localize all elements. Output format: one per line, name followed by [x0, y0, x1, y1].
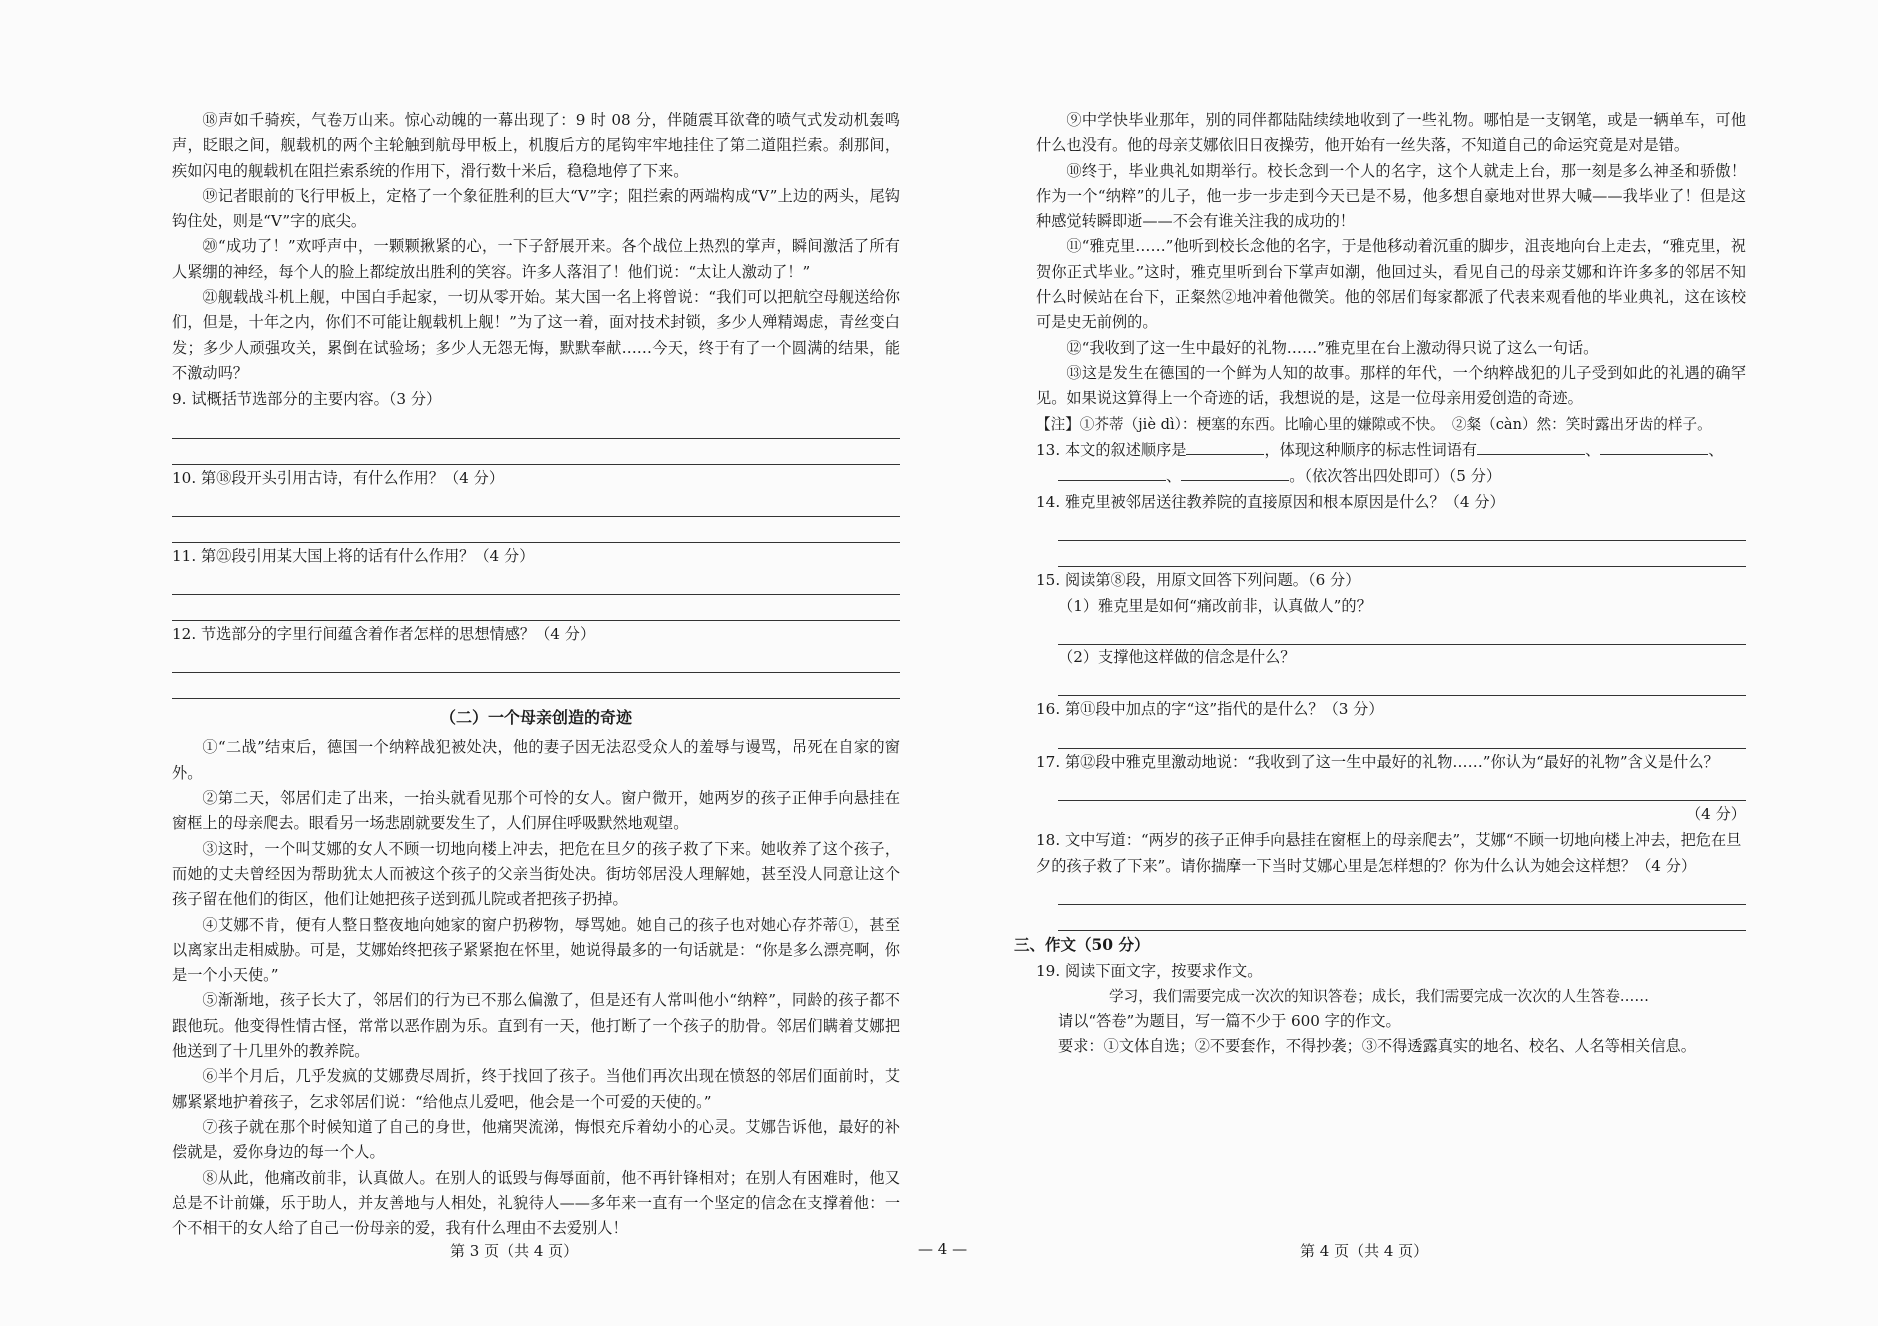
- question-13-text: ，体现这种顺序的标志性词语有: [1264, 440, 1478, 459]
- separator: 、: [1166, 466, 1182, 485]
- answer-line[interactable]: [172, 491, 900, 517]
- section-title: （二）一个母亲创造的奇迹: [439, 708, 632, 728]
- blank[interactable]: [1058, 465, 1166, 481]
- answer-line[interactable]: [172, 595, 900, 621]
- answer-line[interactable]: [1058, 515, 1746, 541]
- essay-requirements: 要求：①文体自选；②不要套作，不得抄袭；③不得透露真实的地名、校名、人名等相关信息。: [1058, 1037, 1696, 1056]
- page-footer-left: 第 3 页（共 4 页）: [450, 1242, 579, 1260]
- blank[interactable]: [1600, 439, 1708, 455]
- separator: 、: [1585, 440, 1601, 459]
- story-paragraph: ③这时，一个叫艾娜的女人不顾一切地向楼上冲去，把危在旦夕的孩子救了下来。她收养了这个孩子，而她的丈夫曾经因为帮助犹太人而被这个孩子的父亲当街处决。街坊邻居没人理解她，甚至没人同意让这个孩子留在他们的街区，他们让她把孩子送到孤儿院或者把孩子扔掉。: [172, 839, 900, 909]
- question-18: 18. 文中写道：“两岁的孩子正伸手向悬挂在窗框上的母亲爬去”，艾娜“不顾一切地向楼上冲去，把危在旦夕的孩子救了下来”。请你揣摩一下当时艾娜心里是怎样想的？你为什么认为她会这样想？（4 分）: [1036, 831, 1742, 875]
- question-17: 17. 第⑫段中雅克里激动地说：“我收到了这一生中最好的礼物……”你认为“最好的礼物”含义是什么？: [1036, 752, 1719, 771]
- story-paragraph: ⑥半个月后，几乎发疯的艾娜费尽周折，终于找回了孩子。当他们再次出现在愤怒的邻居们面前时，艾娜紧紧地护着孩子，乞求邻居们说：“给他点儿爱吧，他会是一个可爱的天使的。”: [172, 1067, 900, 1111]
- answer-line[interactable]: [172, 647, 900, 673]
- question-15-1: （1）雅克里是如何“痛改前非，认真做人”的？: [1058, 596, 1372, 615]
- story-paragraph: ①“二战”结束后，德国一个纳粹战犯被处决，他的妻子因无法忍受众人的羞辱与谩骂，吊死在自家的窗外。: [172, 738, 900, 782]
- answer-line[interactable]: [172, 673, 900, 699]
- question-15-2: （2）支撑他这样做的信念是什么？: [1058, 648, 1296, 667]
- blank[interactable]: [1477, 439, 1585, 455]
- question-13-cont: [1036, 464, 1746, 489]
- page-number-center: — 4 —: [918, 1240, 968, 1258]
- answer-line[interactable]: [172, 413, 900, 439]
- story-paragraph: ②第二天，邻居们走了出来，一抬头就看见那个可怜的女人。窗户微开，她两岁的孩子正伸手向悬挂在窗框上的母亲爬去。眼看另一场悲剧就要发生了，人们屏住呼吸默然地观望。: [172, 789, 900, 833]
- story-paragraph: ④艾娜不肯，便有人整日整夜地向她家的窗户扔秽物，辱骂她。她自己的孩子也对她心存芥蒂①，甚至以离家出走相威胁。可是，艾娜始终把孩子紧紧抱在怀里，她说得最多的一句话就是：“你是多么漂亮啊，你是一个小天使。”: [172, 915, 900, 985]
- question-10: 10. 第⑱段开头引用古诗，有什么作用？（4 分）: [172, 468, 505, 487]
- question-9: 9. 试概括节选部分的主要内容。（3 分）: [172, 390, 442, 409]
- question-15: 15. 阅读第⑧段，用原文回答下列问题。（6 分）: [1036, 571, 1361, 590]
- answer-line[interactable]: [1058, 619, 1746, 645]
- page-footer-right: 第 4 页（共 4 页）: [1300, 1242, 1429, 1260]
- passage-paragraph: ⑲记者眼前的飞行甲板上，定格了一个象征胜利的巨大“V”字；阻拦索的两端构成“V”上边的两头，尾钩钩住处，则是“V”字的底尖。: [172, 186, 900, 231]
- passage-paragraph: ⑳“成功了！”欢呼声中，一颗颗揪紧的心，一下子舒展开来。各个战位上热烈的掌声，瞬间激活了所有人紧绷的神经，每个人的脸上都绽放出胜利的笑容。许多人落泪了！他们说：“太让人激动了！”: [172, 237, 900, 281]
- answer-line[interactable]: [1058, 775, 1746, 801]
- story-paragraph: ⑧从此，他痛改前非，认真做人。在别人的诋毁与侮辱面前，他不再针锋相对；在别人有困难时，他又总是不计前嫌，乐于助人，并友善地与人相处，礼貌待人——多年来一直有一个坚定的信念在支撑着他：一个不相干的女人给了自己一份母亲的爱，我有什么理由不去爱别人！: [172, 1168, 900, 1238]
- answer-line[interactable]: [172, 517, 900, 543]
- essay-quote: 学习，我们需要完成一次次的知识答卷；成长，我们需要完成一次次的人生答卷……: [1109, 988, 1649, 1006]
- story-paragraph: ⑨中学快毕业那年，别的同伴都陆陆续续地收到了一些礼物。哪怕是一支钢笔，或是一辆单车，可他什么也没有。他的母亲艾娜依旧日夜操劳，他开始有一丝失落，不知道自己的命运究竟是对是错。: [1036, 111, 1746, 155]
- story-paragraph: ⑫“我收到了这一生中最好的礼物……”雅克里在台上激动得只说了这么一句话。: [1066, 338, 1599, 357]
- footnote: 【注】①芥蒂（jiè dì）：梗塞的东西。比喻心里的嫌隙或不快。 ②粲（càn）然：笑时露出牙齿的样子。: [1036, 415, 1712, 433]
- question-11: 11. 第㉑段引用某大国上将的话有什么作用？（4 分）: [172, 546, 535, 565]
- answer-line[interactable]: [1058, 670, 1746, 696]
- right-page: [1014, 108, 1746, 1060]
- passage-paragraph: ㉑舰载战斗机上舰，中国白手起家，一切从零开始。某大国一名上将曾说：“我们可以把航空母舰送给你们，但是，十年之内，你们不可能让舰载机上舰！”为了这一着，面对技术封锁，多少人殚精竭虑，青丝变白发；多少人顽强攻关，累倒在试验场；多少人无怨无悔，默默奉献……今天，终于有了一个圆满的结果，能不激动吗？: [172, 288, 900, 382]
- question-12: 12. 节选部分的字里行间蕴含着作者怎样的思想情感？（4 分）: [172, 625, 596, 644]
- left-page: [172, 108, 900, 1241]
- answer-line[interactable]: [1058, 879, 1746, 905]
- story-paragraph: ⑦孩子就在那个时候知道了自己的身世，他痛哭流涕，悔恨充斥着幼小的心灵。艾娜告诉他，最好的补偿就是，爱你身边的每一个人。: [172, 1117, 900, 1162]
- essay-prompt: 请以“答卷”为题目，写一篇不少于 600 字的作文。: [1058, 1012, 1401, 1031]
- story-paragraph: ⑪“雅克里……”他听到校长念他的名字，于是他移动着沉重的脚步，沮丧地向台上走去，“雅克里，祝贺你正式毕业。”这时，雅克里听到台下掌声如潮，他回过头，看见自己的母亲艾娜和许许多多的邻居不知什么时候站在台下，正粲然②地冲着他微笑。他的邻居们每家都派了代表来观看他的毕业典礼，这在该校可是史无前例的。: [1036, 237, 1746, 332]
- question-17-score: （4 分）: [1685, 804, 1746, 823]
- separator: 、: [1708, 440, 1724, 459]
- blank[interactable]: [1181, 465, 1289, 481]
- story-paragraph: ⑤渐渐地，孩子长大了，邻居们的行为已不那么偏激了，但是还有人常叫他小“纳粹”，同龄的孩子都不跟他玩。他变得性情古怪，常常以恶作剧为乐。直到有一天，他打断了一个孩子的肋骨。邻居们瞒着艾娜把他送到了十几里外的教养院。: [172, 991, 900, 1061]
- question-13-text: 13. 本文的叙述顺序是: [1036, 440, 1187, 459]
- answer-line[interactable]: [1058, 905, 1746, 931]
- story-paragraph: ⑩终于，毕业典礼如期举行。校长念到一个人的名字，这个人就走上台，那一刻是多么神圣和骄傲！作为一个“纳粹”的儿子，他一步一步走到今天已是不易，他多想自豪地对世界大喊——我毕业了！但是这种感觉转瞬即逝——不会有谁关注我的成功的！: [1036, 161, 1746, 231]
- question-13: [1036, 438, 1746, 463]
- answer-line[interactable]: [172, 569, 900, 595]
- question-14: 14. 雅克里被邻居送往教养院的直接原因和根本原因是什么？（4 分）: [1036, 493, 1505, 512]
- answer-line[interactable]: [172, 439, 900, 465]
- question-13-text: 。（依次答出四处即可）（5 分）: [1289, 466, 1502, 485]
- section-heading: 三、作文（50 分）: [1014, 934, 1150, 954]
- passage-paragraph: ⑱声如千骑疾，气卷万山来。惊心动魄的一幕出现了：9 时 08 分，伴随震耳欲聋的喷气式发动机轰鸣声，眨眼之间，舰载机的两个主轮触到航母甲板上，机腹后方的尾钩牢牢地挂住了第二道阻拦索。刹那间，疾如闪电的舰载机在阻拦索系统的作用下，滑行数十米后，稳稳地停了下来。: [172, 111, 900, 180]
- question-16: 16. 第⑪段中加点的字“这”指代的是什么？（3 分）: [1036, 700, 1384, 719]
- blank[interactable]: [1186, 439, 1264, 455]
- story-paragraph: ⑬这是发生在德国的一个鲜为人知的故事。那样的年代，一个纳粹战犯的儿子受到如此的礼遇的确罕见。如果说这算得上一个奇迹的话，我想说的是，这是一位母亲用爱创造的奇迹。: [1036, 363, 1746, 408]
- answer-line[interactable]: [1058, 723, 1746, 749]
- answer-line[interactable]: [1058, 541, 1746, 567]
- question-19: 19. 阅读下面文字，按要求作文。: [1036, 961, 1263, 980]
